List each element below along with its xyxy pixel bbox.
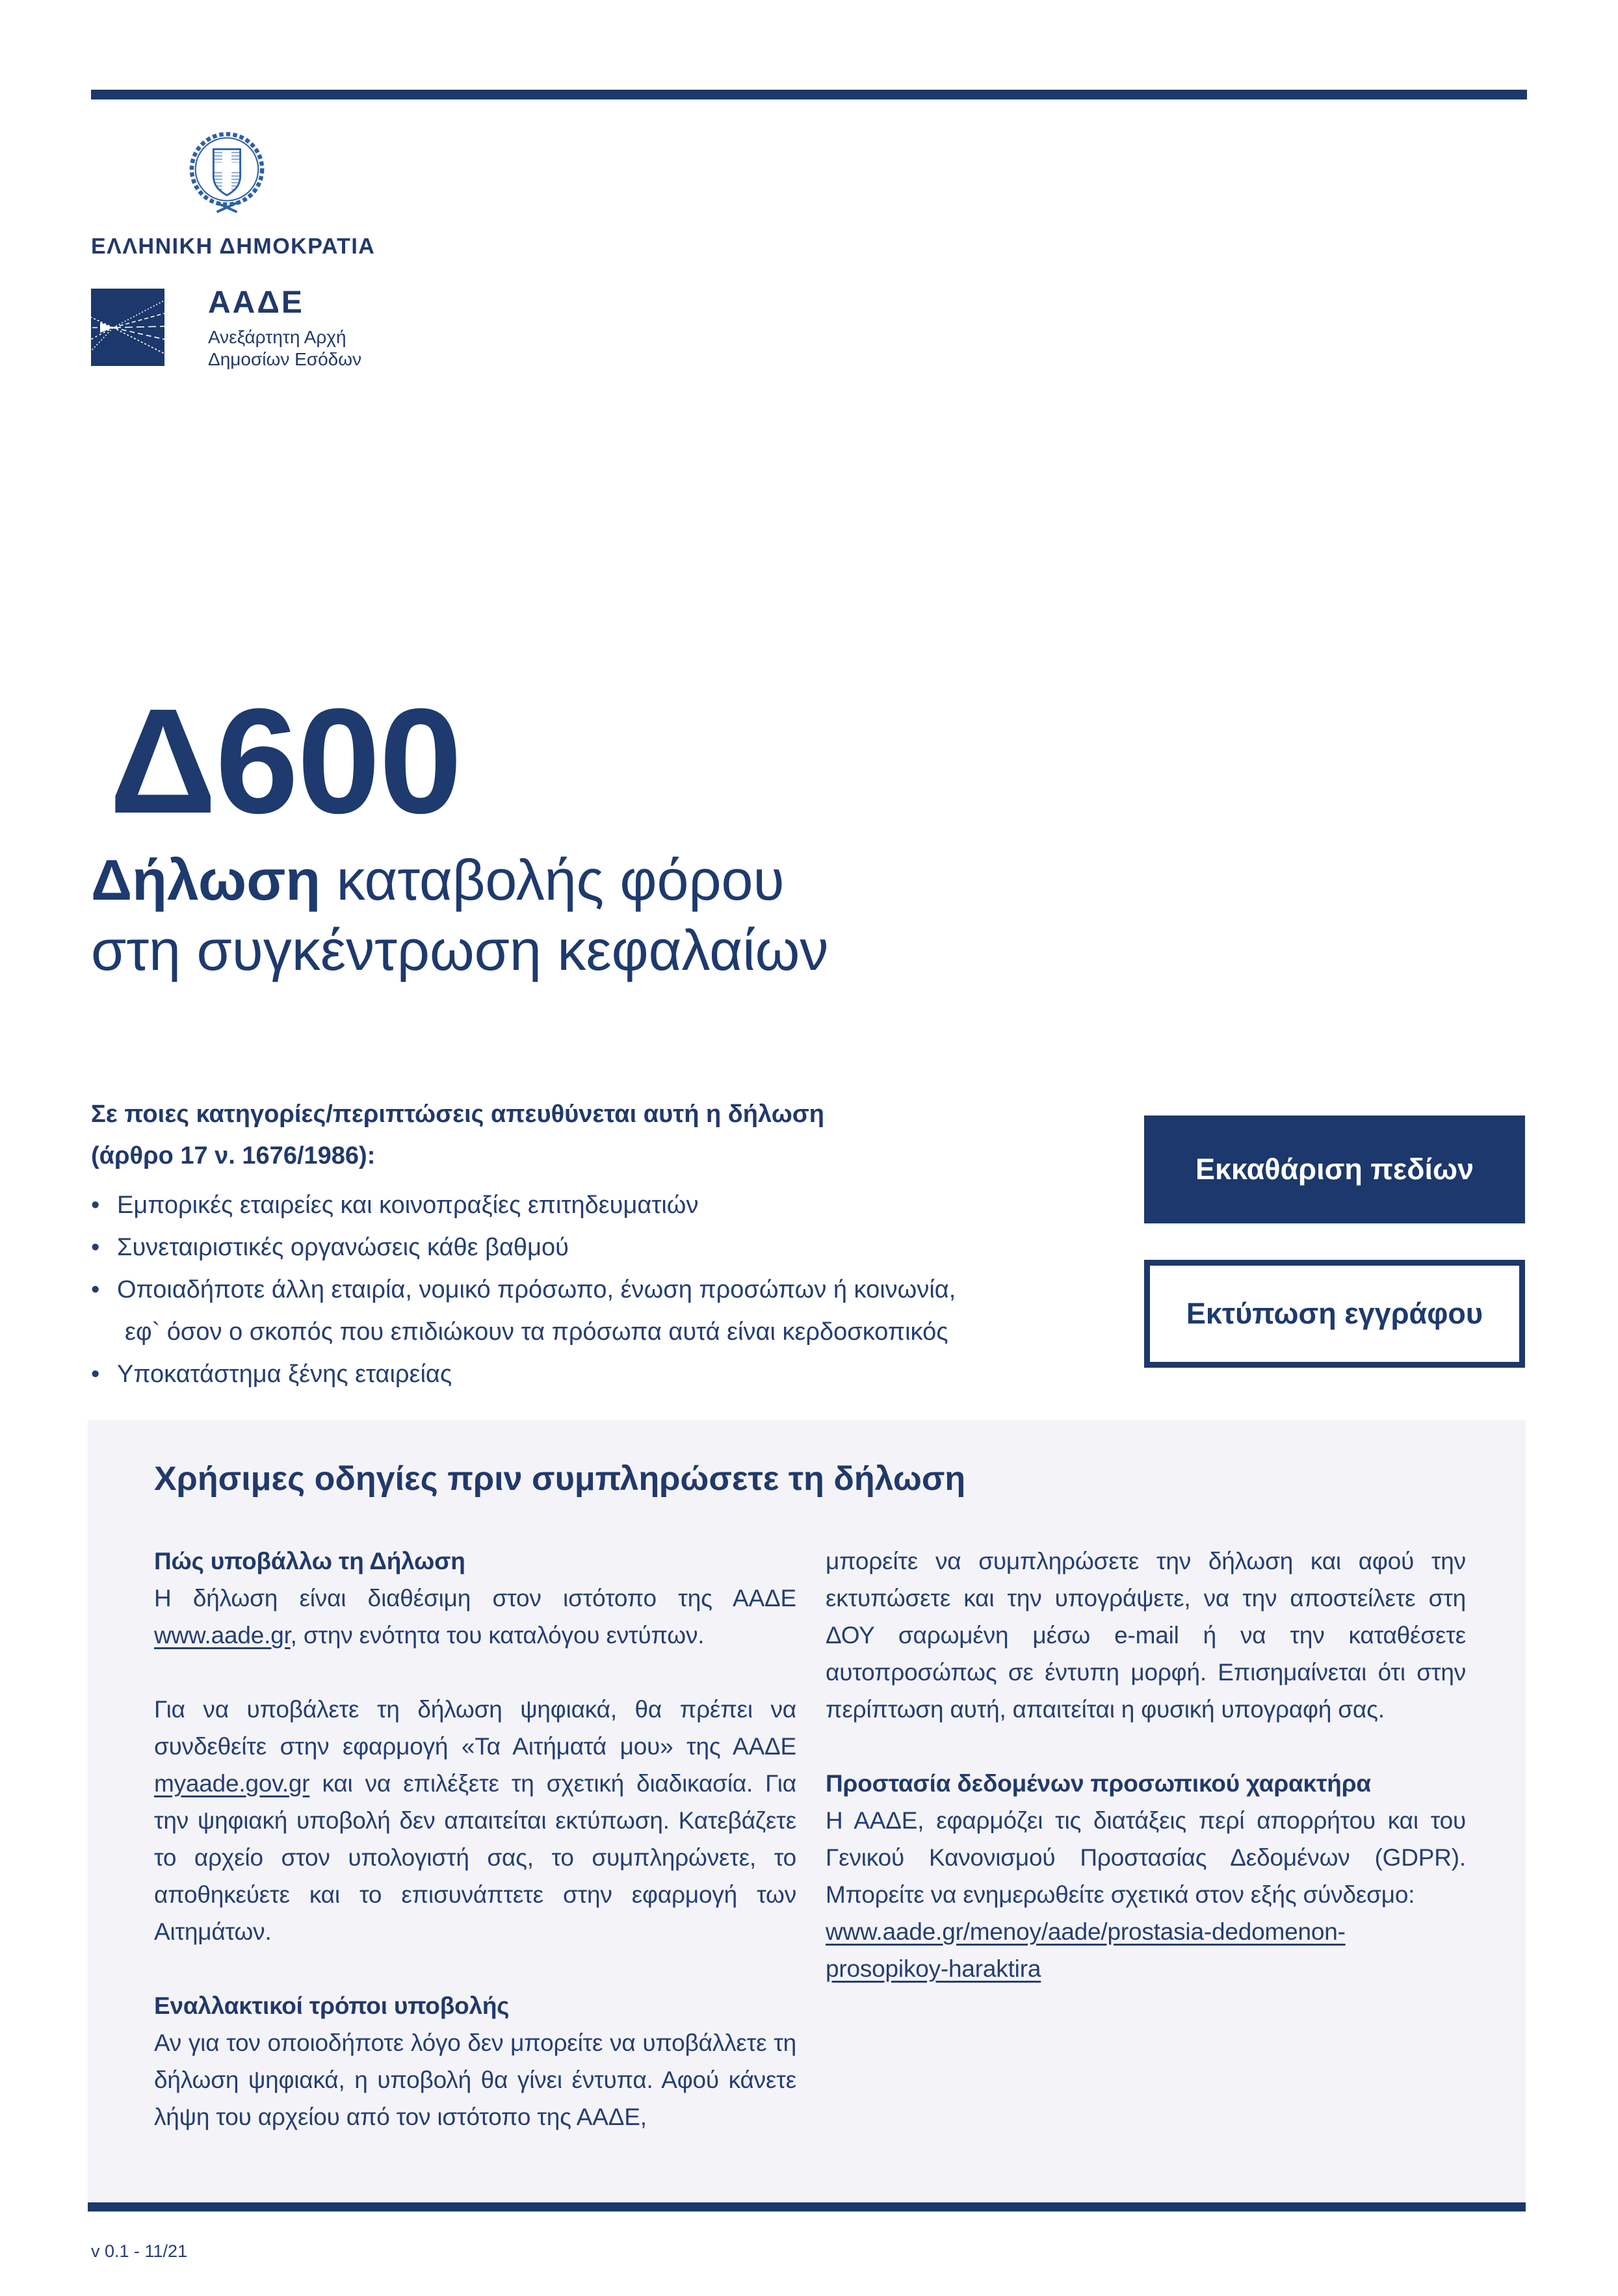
form-subtitle-bold-word: Δήλωση xyxy=(91,848,321,912)
aade-gr-link[interactable]: www.aade.gr xyxy=(154,1622,291,1649)
hellenic-republic-label: ΕΛΛΗΝΙΚΗ ΔΗΜΟΚΡΑΤΙΑ xyxy=(91,234,376,259)
print-and-sign-paragraph: μπορείτε να συμπληρώσετε την δήλωση και αφού την εκτυπώσετε και την υπογράψετε, να την αποστείλετε στη ΔΟΥ σαρωμένη μέσω e-mail ή να την καταθέσετε αυτοπροσώπως σε έντυπη μορφή. Επισημαίνεται ότι στην περίπτωση αυτή, απαιτείται η φυσική υπογραφή σας. xyxy=(826,1548,1466,1723)
clear-fields-button[interactable]: Εκκαθάριση πεδίων xyxy=(1144,1115,1525,1223)
list-item-continuation: εφ` όσον ο σκοπός που επιδιώκουν τα πρόσωπα αυτά είναι κερδοσκοπικός xyxy=(125,1318,948,1346)
instructions-left-column xyxy=(154,1543,796,2135)
list-item xyxy=(91,1227,1118,1269)
list-item-text: Υποκατάστημα ξένης εταιρείας xyxy=(117,1361,452,1388)
instructions-panel xyxy=(88,1420,1526,2211)
paragraph-text: Η δήλωση είναι διαθέσιμη στον ιστότοπο της ΑΑΔΕ xyxy=(154,1585,796,1611)
form-subtitle-rest: καταβολής φόρου xyxy=(320,848,785,912)
panel-bottom-bar xyxy=(88,2202,1526,2211)
gdpr-paragraph: Η ΑΑΔΕ, εφαρμόζει τις διατάξεις περί απορρήτου και του Γενικού Κανονισμού Προστασίας Δεδομένων (GDPR). Μπορείτε να ενημερωθείτε σχετικά στον εξής σύνδεσμο: xyxy=(826,1807,1466,1908)
myaade-gov-gr-link[interactable]: myaade.gov.gr xyxy=(154,1770,310,1797)
aade-name-line1: Ανεξάρτητη Αρχή xyxy=(208,327,346,347)
list-item-text: Εμπορικές εταιρείες και κοινοπραξίες επιτηδευματιών xyxy=(117,1192,699,1219)
bullet-icon: • xyxy=(91,1276,100,1303)
bullet-icon: • xyxy=(91,1192,100,1219)
alternative-ways-paragraph: Αν για τον οποιοδήποτε λόγο δεν μπορείτε να υποβάλλετε τη δήλωση ψηφιακά, η υποβολή θα γίνει έντυπα. Αφού κάνετε λήψη του αρχείου από τον ιστότοπο της ΑΑΔΕ, xyxy=(154,2029,796,2130)
categories-section xyxy=(91,1093,1118,1396)
list-item-text: Οποιαδήποτε άλλη εταιρία, νομικό πρόσωπο, ένωση προσώπων ή κοινωνία, xyxy=(117,1276,956,1303)
top-divider-bar xyxy=(91,90,1527,99)
aade-name-line2: Δημοσίων Εσόδων xyxy=(208,349,362,369)
form-subtitle-line2: στη συγκέντρωση κεφαλαίων xyxy=(91,918,829,982)
aade-logo-icon xyxy=(91,289,164,366)
list-item-text: Συνεταιριστικές οργανώσεις κάθε βαθμού xyxy=(117,1234,569,1261)
categories-heading xyxy=(91,1093,1118,1177)
paragraph-text: , στην ενότητα του καταλόγου εντύπων. xyxy=(290,1622,705,1649)
aade-full-name xyxy=(208,326,361,371)
instructions-heading: Χρήσιμες οδηγίες πριν συμπληρώσετε τη δήλωση xyxy=(154,1460,966,1498)
how-to-submit-heading: Πώς υποβάλλω τη Δήλωση xyxy=(154,1548,465,1574)
form-subtitle-line1 xyxy=(91,845,828,915)
categories-heading-line2: (άρθρο 17 ν. 1676/1986): xyxy=(91,1142,376,1169)
aade-acronym-label: ΑΑΔΕ xyxy=(208,285,304,320)
data-protection-heading: Προστασία δεδομένων προσωπικού χαρακτήρα xyxy=(826,1770,1371,1797)
categories-heading-line1: Σε ποιες κατηγορίες/περιπτώσεις απευθύνεται αυτή η δήλωση xyxy=(91,1101,824,1128)
list-item xyxy=(91,1353,1118,1396)
form-code-title: Δ600 xyxy=(109,677,462,844)
print-document-button[interactable]: Εκτύπωση εγγράφου xyxy=(1144,1260,1525,1368)
list-item xyxy=(91,1269,1118,1311)
gdpr-info-link[interactable]: www.aade.gr/menoy/aade/prostasia-dedomenon-prosopikoy-haraktira xyxy=(826,1918,1346,1982)
form-subtitle xyxy=(91,845,828,985)
categories-list xyxy=(91,1184,1118,1396)
bullet-icon: • xyxy=(91,1234,100,1261)
list-item xyxy=(91,1184,1118,1227)
how-to-submit-paragraph xyxy=(154,1580,796,1654)
paragraph-text: Για να υποβάλετε τη δήλωση ψηφιακά, θα πρέπει να συνδεθείτε στην εφαρμογή «Τα Αιτήματά μου» της ΑΑΔΕ xyxy=(154,1696,796,1760)
instructions-right-column xyxy=(826,1543,1466,1987)
bullet-icon: • xyxy=(91,1361,100,1388)
alternative-ways-heading: Εναλλακτικοί τρόποι υποβολής xyxy=(154,1992,510,2019)
paragraph-text: και να επιλέξετε τη σχετική διαδικασία. Για την ψηφιακή υποβολή δεν απαιτείται εκτύπωση. Κατεβάζετε το αρχείο στον υπολογιστή σας, το συμπληρώνετε, το αποθηκεύετε και το επισυνάπτετε στην εφαρμογή των Αιτημάτων. xyxy=(154,1770,796,1945)
version-label: v 0.1 - 11/21 xyxy=(91,2241,188,2261)
greek-coat-of-arms-icon xyxy=(185,127,269,215)
digital-submission-paragraph xyxy=(154,1691,796,1950)
